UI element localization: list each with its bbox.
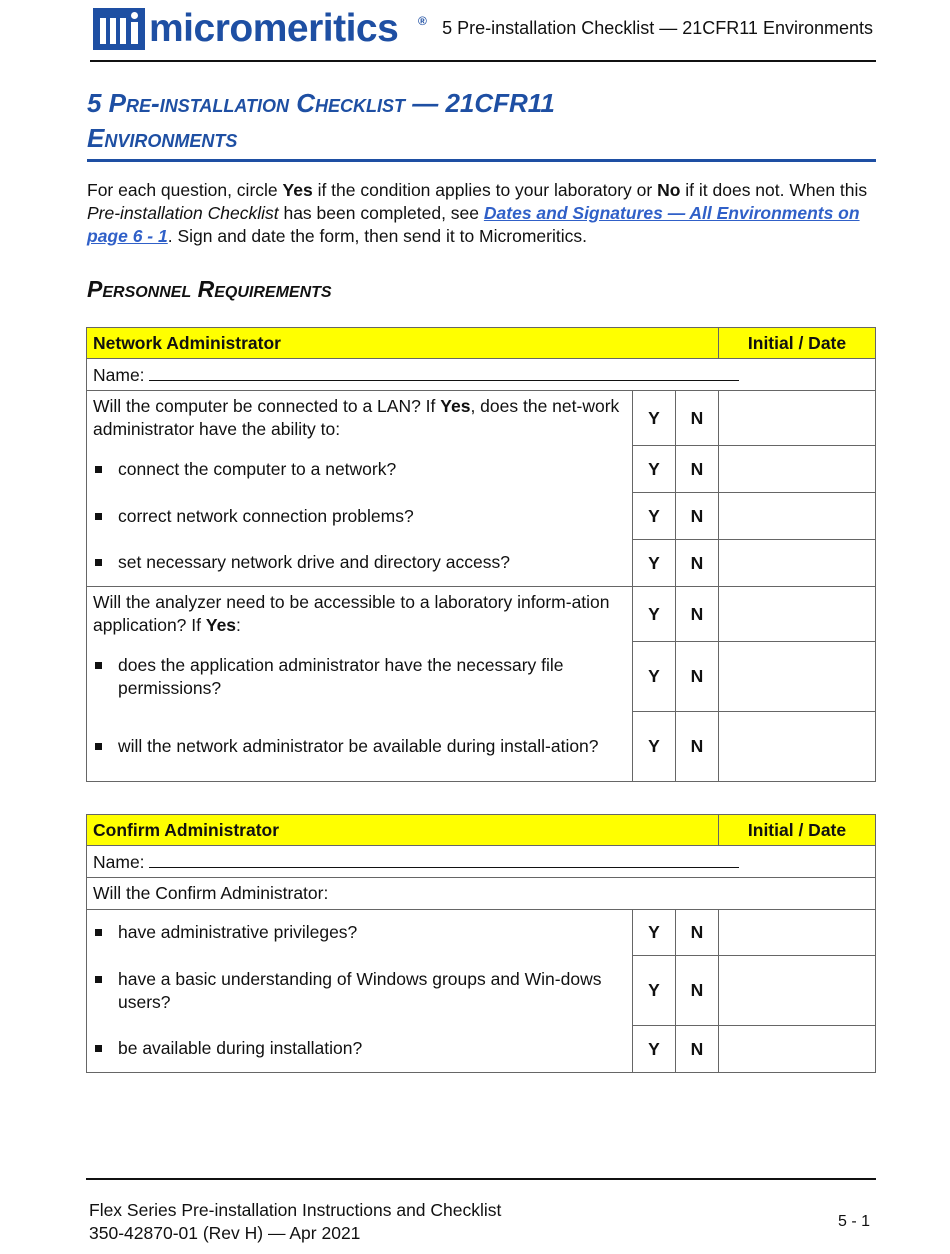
no-option[interactable]: N bbox=[676, 956, 719, 1026]
name-label: Name: bbox=[93, 851, 150, 872]
list-item bbox=[87, 956, 633, 1026]
yes-option[interactable]: Y bbox=[633, 1026, 676, 1073]
intro-yes: Yes bbox=[282, 180, 313, 200]
table-header: Confirm Administrator bbox=[87, 815, 719, 846]
registered-mark: ® bbox=[418, 14, 427, 28]
intro-text: . Sign and date the form, then send it to Micromeritics. bbox=[167, 226, 587, 246]
no-option[interactable]: N bbox=[676, 540, 719, 587]
item-text: have administrative privileges? bbox=[118, 922, 358, 943]
item-text: have a basic understanding of Windows groups and Win-dows users? bbox=[118, 968, 602, 1012]
section-heading: Personnel Requirements bbox=[87, 276, 332, 302]
initial-date-cell[interactable] bbox=[719, 540, 876, 587]
yes-option[interactable]: Y bbox=[633, 391, 676, 446]
yes-option[interactable]: Y bbox=[633, 910, 676, 956]
network-admin-table bbox=[86, 327, 876, 782]
no-option[interactable]: N bbox=[676, 391, 719, 446]
list-item bbox=[87, 910, 633, 956]
item-text: set necessary network drive and directory access? bbox=[118, 552, 510, 573]
yes-option[interactable]: Y bbox=[633, 956, 676, 1026]
initial-date-cell[interactable] bbox=[719, 446, 876, 493]
question-yes: Yes bbox=[205, 615, 237, 636]
initial-date-cell[interactable] bbox=[719, 712, 876, 782]
bullet-icon bbox=[95, 976, 102, 983]
logo-wordmark: micromeritics bbox=[149, 7, 399, 50]
yes-option[interactable]: Y bbox=[633, 446, 676, 493]
list-item bbox=[87, 446, 633, 493]
yes-option[interactable]: Y bbox=[633, 493, 676, 540]
list-item bbox=[87, 493, 633, 540]
initial-date-cell[interactable] bbox=[719, 910, 876, 956]
name-label: Name: bbox=[93, 364, 150, 385]
chapter-title-line1: 5 Pre-installation Checklist — 21CFR11 bbox=[87, 88, 555, 118]
initial-date-cell[interactable] bbox=[719, 1026, 876, 1073]
item-text: correct network connection problems? bbox=[118, 505, 414, 526]
question-yes: Yes bbox=[440, 396, 471, 417]
table-header: Network Administrator bbox=[87, 328, 719, 359]
footer-doc-number: 350-42870-01 (Rev H) — Apr 2021 bbox=[89, 1223, 361, 1243]
running-header-title: 5 Pre-installation Checklist — 21CFR11 Environments bbox=[442, 18, 873, 38]
no-option[interactable]: N bbox=[676, 493, 719, 540]
list-item bbox=[87, 642, 633, 712]
bullet-icon bbox=[95, 743, 102, 750]
chapter-title-line2: Environments bbox=[87, 123, 238, 153]
chapter-title bbox=[87, 86, 876, 162]
bullet-icon bbox=[95, 513, 102, 520]
bullet-icon bbox=[95, 1045, 102, 1052]
no-option[interactable]: N bbox=[676, 712, 719, 782]
no-option[interactable]: N bbox=[676, 446, 719, 493]
page-footer bbox=[86, 1178, 876, 1243]
question-confirm: Will the Confirm Administrator: bbox=[87, 878, 876, 910]
yes-option[interactable]: Y bbox=[633, 540, 676, 587]
micromeritics-logo bbox=[93, 8, 398, 50]
list-item bbox=[87, 540, 633, 587]
bullet-icon bbox=[95, 466, 102, 473]
item-text: connect the computer to a network? bbox=[118, 458, 397, 479]
name-field[interactable] bbox=[149, 363, 739, 381]
dates-signatures-link[interactable]: Dates and Signatures — All Environments on page 6 - 1 bbox=[87, 203, 860, 246]
initial-date-header: Initial / Date bbox=[719, 328, 876, 359]
no-option[interactable]: N bbox=[676, 587, 719, 642]
question-lims bbox=[87, 587, 633, 642]
initial-date-header: Initial / Date bbox=[719, 815, 876, 846]
question-text: , does the net-work administrator have the ability to: bbox=[93, 396, 620, 440]
name-row bbox=[87, 846, 876, 878]
question-lan bbox=[87, 391, 633, 446]
name-row bbox=[87, 359, 876, 391]
yes-option[interactable]: Y bbox=[633, 712, 676, 782]
initial-date-cell[interactable] bbox=[719, 391, 876, 446]
bullet-icon bbox=[95, 662, 102, 669]
intro-text: has been completed, see bbox=[278, 203, 484, 223]
intro-text: For each question, circle bbox=[87, 180, 283, 200]
no-option[interactable]: N bbox=[676, 910, 719, 956]
page-header bbox=[90, 6, 876, 62]
question-text: Will the computer be connected to a LAN? If bbox=[93, 396, 441, 417]
page-number: 5 - 1 bbox=[837, 1213, 870, 1230]
confirm-admin-table bbox=[86, 814, 876, 1073]
item-text: does the application administrator have the necessary file permissions? bbox=[118, 654, 564, 698]
intro-no: No bbox=[657, 180, 681, 200]
initial-date-cell[interactable] bbox=[719, 493, 876, 540]
list-item bbox=[87, 712, 633, 782]
footer-doc-title: Flex Series Pre-installation Instructions and Checklist bbox=[89, 1200, 502, 1220]
bullet-icon bbox=[95, 559, 102, 566]
initial-date-cell[interactable] bbox=[719, 642, 876, 712]
question-text: Will the analyzer need to be accessible to a laboratory inform-ation application? If bbox=[93, 592, 610, 636]
item-text: be available during installation? bbox=[118, 1038, 363, 1059]
intro-doc-name: Pre-installation Checklist bbox=[87, 203, 279, 223]
logo-mark-icon bbox=[93, 8, 145, 50]
question-text: : bbox=[236, 615, 241, 636]
yes-option[interactable]: Y bbox=[633, 642, 676, 712]
initial-date-cell[interactable] bbox=[719, 956, 876, 1026]
item-text: will the network administrator be available during install-ation? bbox=[118, 735, 599, 756]
no-option[interactable]: N bbox=[676, 642, 719, 712]
initial-date-cell[interactable] bbox=[719, 587, 876, 642]
intro-paragraph bbox=[87, 179, 877, 248]
no-option[interactable]: N bbox=[676, 1026, 719, 1073]
intro-text: if the condition applies to your laboratory or bbox=[312, 180, 658, 200]
bullet-icon bbox=[95, 929, 102, 936]
name-field[interactable] bbox=[149, 850, 739, 868]
list-item bbox=[87, 1026, 633, 1073]
intro-text: if it does not. When this bbox=[680, 180, 868, 200]
yes-option[interactable]: Y bbox=[633, 587, 676, 642]
